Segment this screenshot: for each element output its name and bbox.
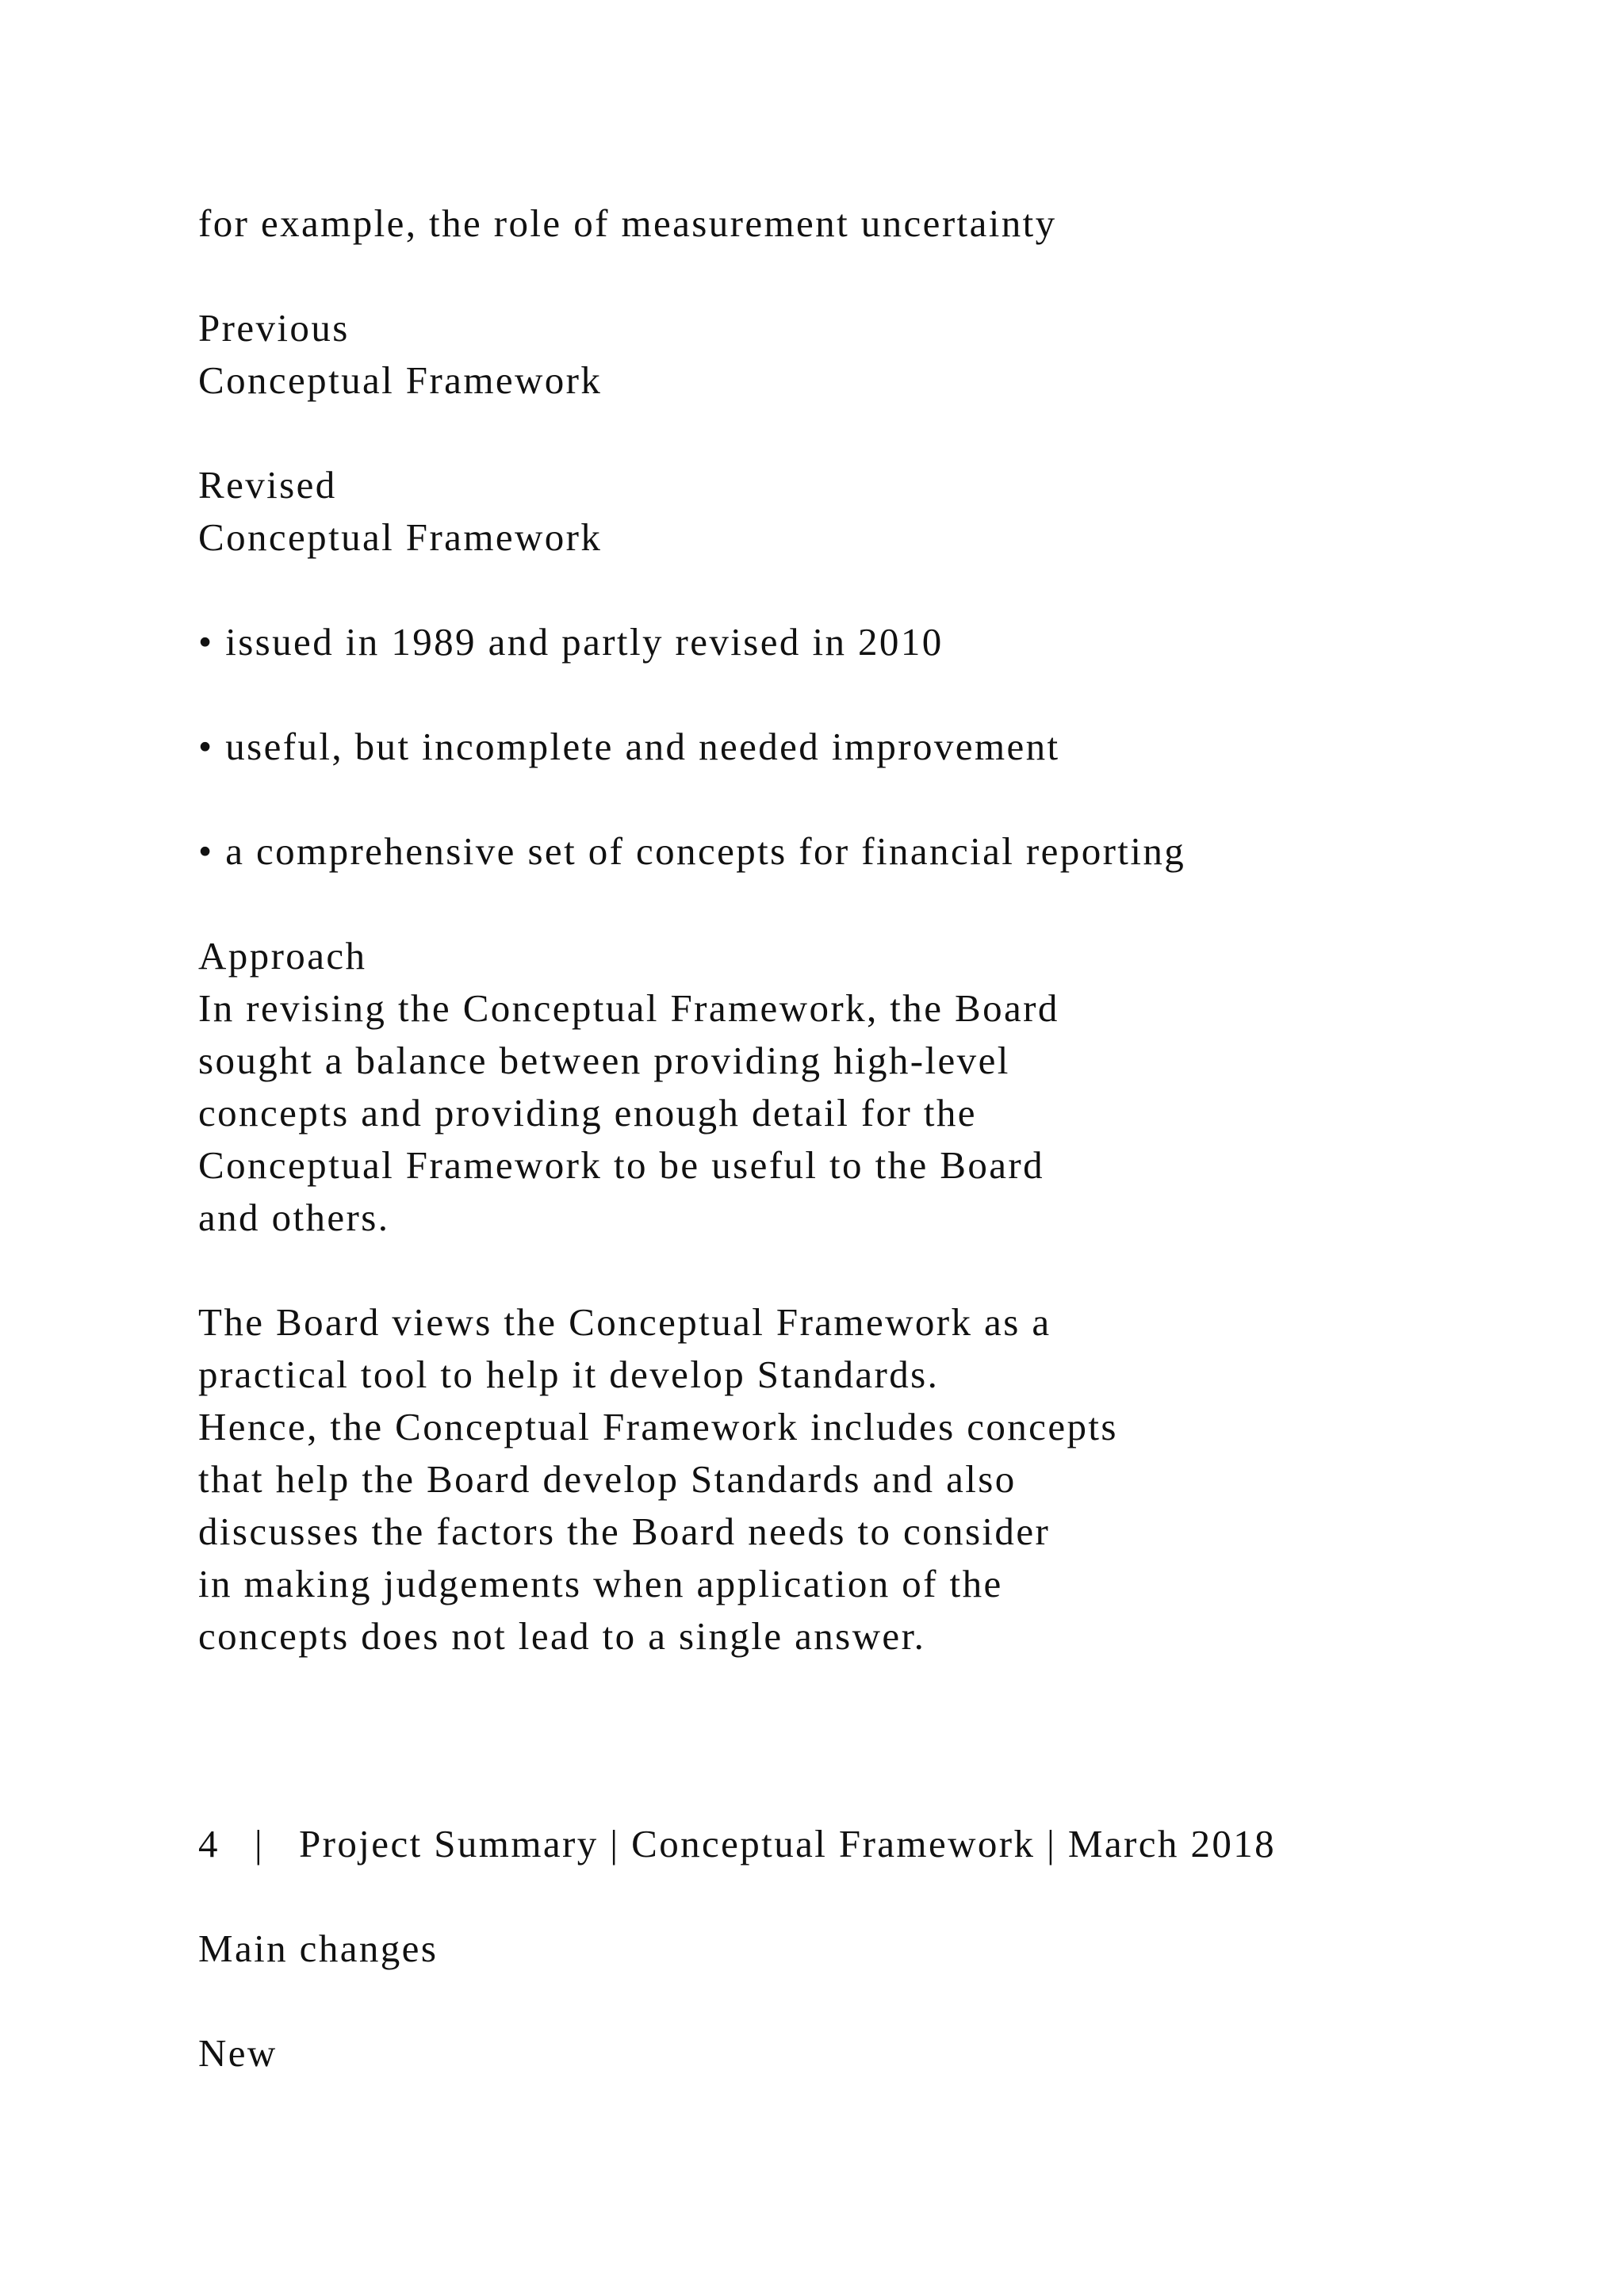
previous-framework-label: Conceptual Framework <box>198 358 603 402</box>
paragraph-line: concepts does not lead to a single answer. <box>198 1614 926 1658</box>
paragraph-line: discusses the factors the Board needs to consider <box>198 1510 1051 1553</box>
revised-label: Revised <box>198 463 337 507</box>
paragraph-line: The Board views the Conceptual Framework as a <box>198 1300 1051 1344</box>
continuation-line: for example, the role of measurement uncertainty <box>198 201 1057 245</box>
previous-label: Previous <box>198 306 350 350</box>
paragraph-line: Hence, the Conceptual Framework includes concepts <box>198 1405 1118 1448</box>
paragraph-line: in making judgements when application of the <box>198 1562 1003 1605</box>
bullet-item: • issued in 1989 and partly revised in 2010 <box>198 620 944 664</box>
paragraph-line: and others. <box>198 1196 390 1239</box>
revised-framework-label: Conceptual Framework <box>198 515 603 559</box>
paragraph-line: practical tool to help it develop Standards. <box>198 1353 940 1396</box>
paragraph-line: concepts and providing enough detail for the <box>198 1091 977 1135</box>
bullet-item: • a comprehensive set of concepts for financial reporting <box>198 829 1186 873</box>
new-label: New <box>198 2031 278 2075</box>
page-footer: 4 | Project Summary | Conceptual Framework | March 2018 <box>198 1822 1277 1866</box>
paragraph-line: In revising the Conceptual Framework, the Board <box>198 986 1059 1030</box>
paragraph-line: that help the Board develop Standards and also <box>198 1457 1017 1501</box>
bullet-item: • useful, but incomplete and needed improvement <box>198 725 1060 768</box>
paragraph-line: sought a balance between providing high-level <box>198 1039 1010 1082</box>
main-changes-heading: Main changes <box>198 1927 439 1970</box>
approach-heading: Approach <box>198 934 367 978</box>
paragraph-line: Conceptual Framework to be useful to the Board <box>198 1143 1045 1187</box>
